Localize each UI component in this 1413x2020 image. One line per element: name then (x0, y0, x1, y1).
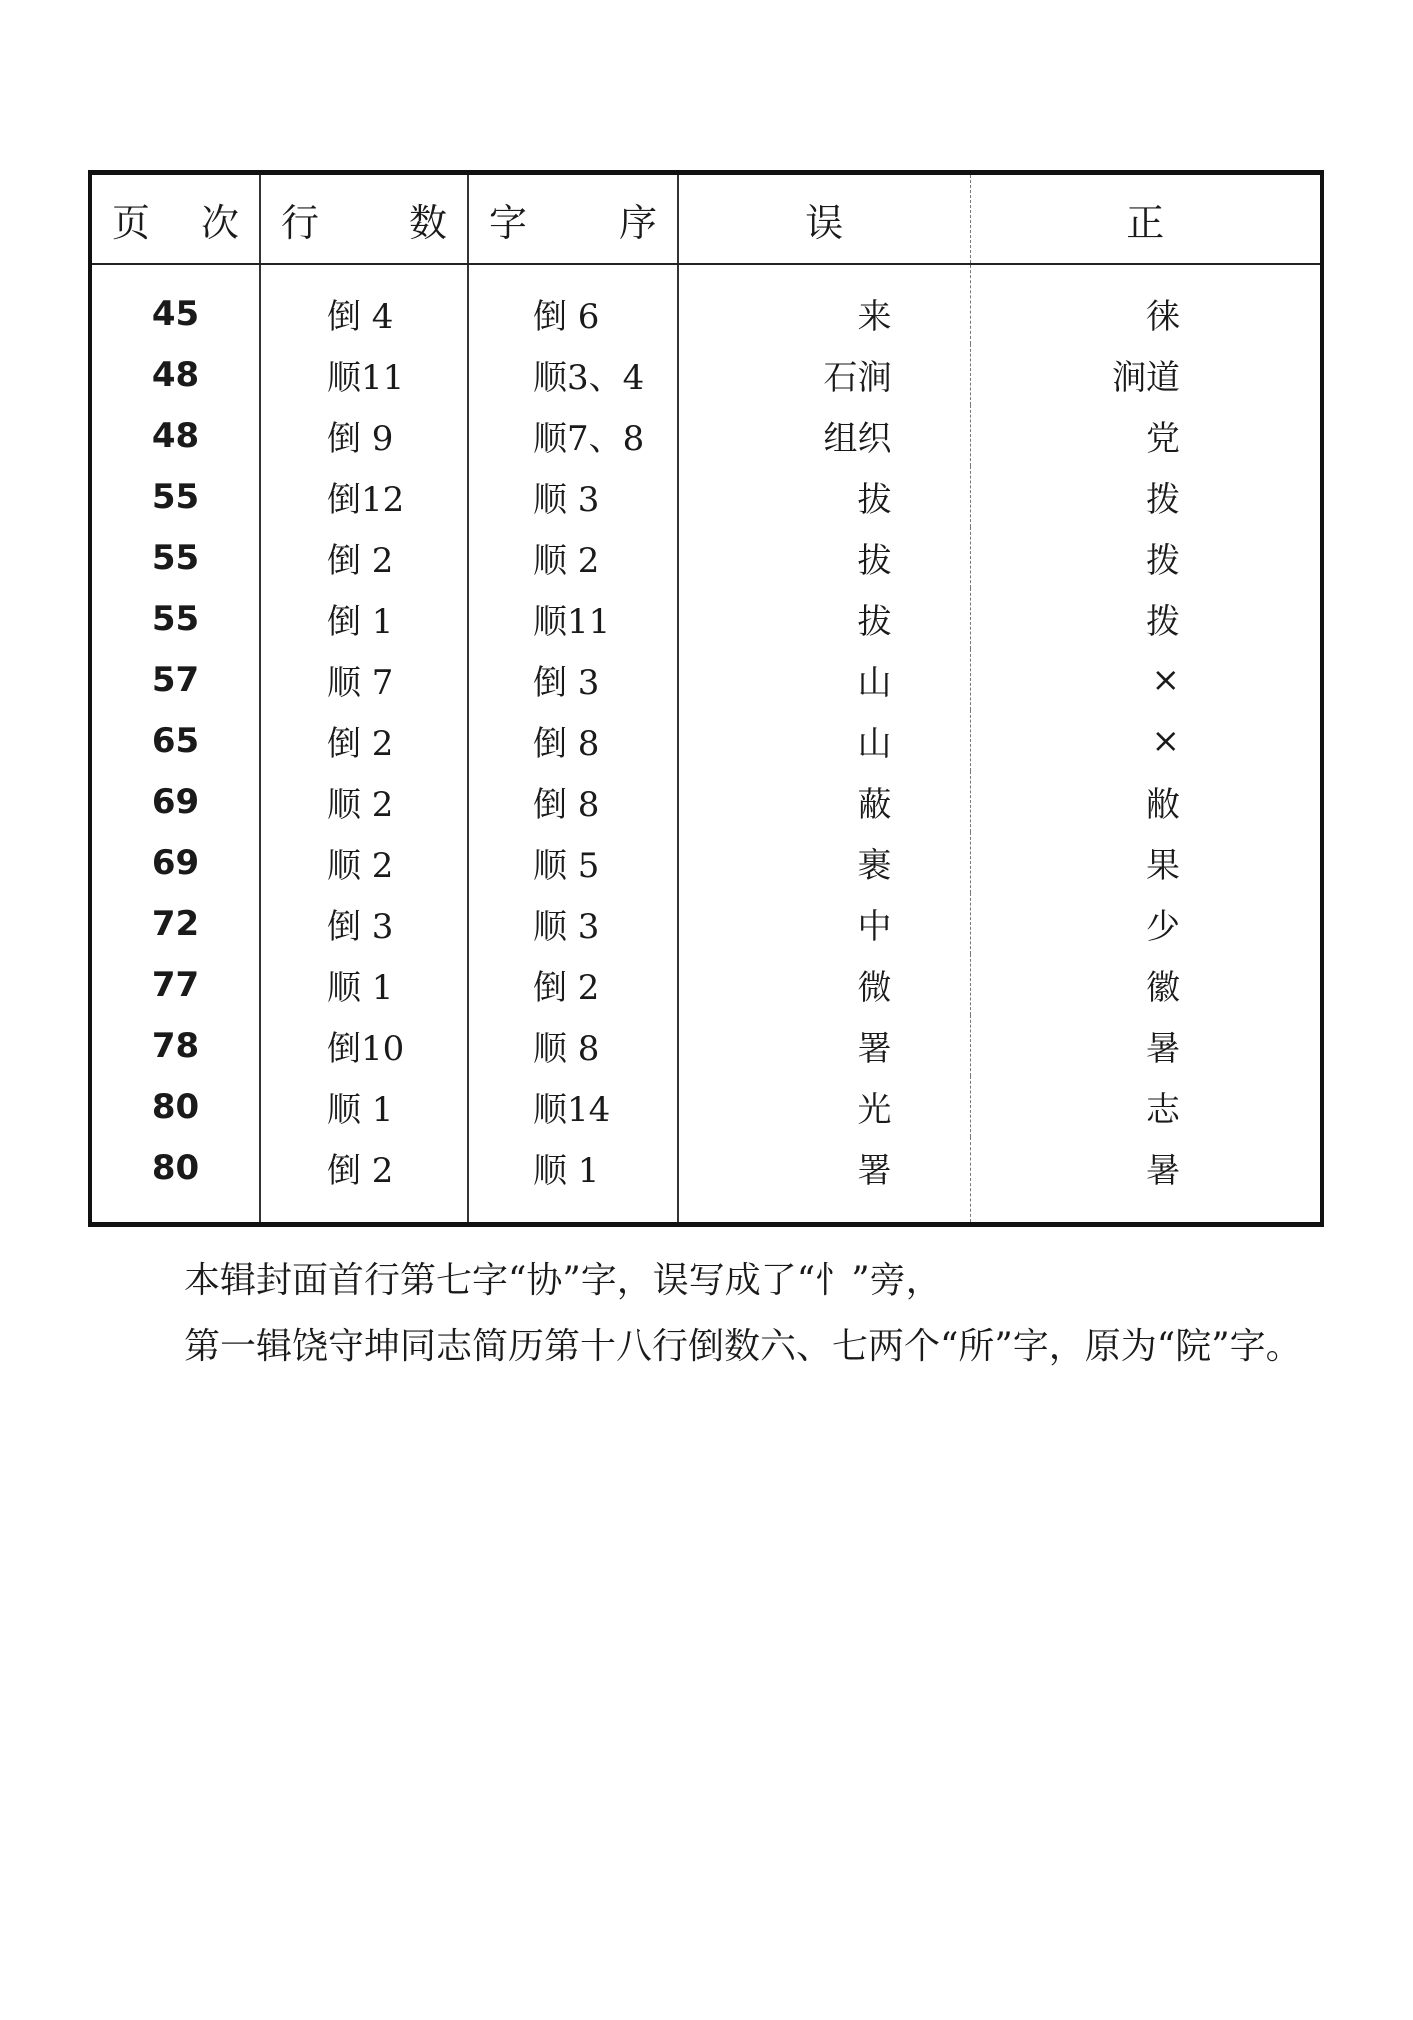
note-cover-correction: 本辑封面首行第七字“协”字，误写成了“忄”旁， (184, 1260, 942, 1301)
table-row (90, 264, 1322, 344)
cell-wrong: 来 (678, 264, 970, 344)
cell-page: 48 (90, 344, 260, 405)
cell-order: 顺 3 (468, 893, 678, 954)
cell-line: 倒 2 (260, 1137, 468, 1225)
cell-order: 顺 3 (468, 466, 678, 527)
cell-right: 涧道 (1112, 358, 1180, 398)
cell-right: 敝 (1146, 785, 1180, 825)
cell-page: 69 (90, 771, 260, 832)
cell-right: 徽 (1146, 968, 1180, 1008)
cell-right: 暑 (1146, 1029, 1180, 1069)
table-row (90, 954, 1322, 1015)
cell-wrong: 中 (678, 893, 970, 954)
table-row (90, 466, 1322, 527)
cell-line: 倒 3 (260, 893, 468, 954)
cell-right: × (1151, 659, 1180, 700)
table-row (90, 527, 1322, 588)
cell-order: 倒 8 (468, 710, 678, 771)
cell-order: 倒 6 (468, 264, 678, 344)
cell-page: 69 (90, 832, 260, 893)
table-row (90, 1076, 1322, 1137)
cell-line: 倒 9 (260, 405, 468, 466)
header-line: 行 数 (260, 173, 468, 265)
cell-page: 65 (90, 710, 260, 771)
cell-wrong: 拔 (678, 588, 970, 649)
header-order: 字 序 (468, 173, 678, 265)
cell-line: 顺 2 (260, 771, 468, 832)
cell-page: 57 (90, 649, 260, 710)
cell-order: 顺14 (468, 1076, 678, 1137)
cell-order: 顺3、4 (468, 344, 678, 405)
table-row (90, 649, 1322, 710)
header-right: 正 (970, 173, 1322, 265)
table-row (90, 710, 1322, 771)
cell-page: 45 (90, 264, 260, 344)
cell-wrong: 组织 (678, 405, 970, 466)
table-row (90, 893, 1322, 954)
cell-right: 拨 (1146, 541, 1180, 581)
note-biography-correction: 第一辑饶守坤同志简历第十八行倒数六、七两个“所”字，原为“院”字。 (184, 1326, 1302, 1367)
cell-wrong: 山 (678, 649, 970, 710)
cell-line: 顺 2 (260, 832, 468, 893)
cell-page: 55 (90, 527, 260, 588)
cell-line: 倒10 (260, 1015, 468, 1076)
cell-line: 倒 1 (260, 588, 468, 649)
cell-page: 77 (90, 954, 260, 1015)
table-row (90, 1137, 1322, 1225)
cell-right: 徕 (1146, 297, 1180, 337)
cell-right: 拨 (1146, 602, 1180, 642)
cell-wrong: 微 (678, 954, 970, 1015)
cell-right: 少 (1146, 907, 1180, 947)
table-body (90, 264, 1322, 1225)
cell-order: 顺11 (468, 588, 678, 649)
cell-wrong: 拔 (678, 466, 970, 527)
cell-order: 顺 1 (468, 1137, 678, 1225)
cell-right: × (1151, 720, 1180, 761)
cell-order: 顺7、8 (468, 405, 678, 466)
cell-page: 80 (90, 1137, 260, 1225)
cell-wrong: 蔽 (678, 771, 970, 832)
cell-line: 倒 2 (260, 527, 468, 588)
cell-page: 55 (90, 588, 260, 649)
cell-page: 55 (90, 466, 260, 527)
table-row (90, 405, 1322, 466)
cell-page: 72 (90, 893, 260, 954)
cell-line: 顺 1 (260, 1076, 468, 1137)
cell-line: 倒 2 (260, 710, 468, 771)
cell-wrong: 拔 (678, 527, 970, 588)
cell-line: 倒12 (260, 466, 468, 527)
cell-order: 顺 8 (468, 1015, 678, 1076)
cell-line: 顺 1 (260, 954, 468, 1015)
cell-line: 顺11 (260, 344, 468, 405)
cell-wrong: 山 (678, 710, 970, 771)
cell-right: 果 (1146, 846, 1180, 886)
cell-order: 倒 2 (468, 954, 678, 1015)
errata-table (88, 170, 1324, 1227)
cell-order: 顺 5 (468, 832, 678, 893)
cell-wrong: 署 (678, 1137, 970, 1225)
table-row (90, 771, 1322, 832)
cell-wrong: 光 (678, 1076, 970, 1137)
cell-page: 48 (90, 405, 260, 466)
table-row (90, 832, 1322, 893)
cell-wrong: 署 (678, 1015, 970, 1076)
cell-right: 拨 (1146, 480, 1180, 520)
cell-wrong: 石涧 (678, 344, 970, 405)
cell-order: 倒 8 (468, 771, 678, 832)
table-row (90, 588, 1322, 649)
cell-page: 78 (90, 1015, 260, 1076)
cell-wrong: 裹 (678, 832, 970, 893)
cell-right: 志 (1146, 1090, 1180, 1130)
cell-right: 党 (1146, 419, 1180, 459)
cell-right: 暑 (1146, 1151, 1180, 1191)
cell-order: 倒 3 (468, 649, 678, 710)
table-header-row (90, 173, 1322, 265)
cell-page: 80 (90, 1076, 260, 1137)
table-row (90, 344, 1322, 405)
cell-order: 顺 2 (468, 527, 678, 588)
cell-line: 倒 4 (260, 264, 468, 344)
header-page: 页 次 (90, 173, 260, 265)
table-row (90, 1015, 1322, 1076)
cell-line: 顺 7 (260, 649, 468, 710)
header-wrong: 误 (678, 173, 970, 265)
